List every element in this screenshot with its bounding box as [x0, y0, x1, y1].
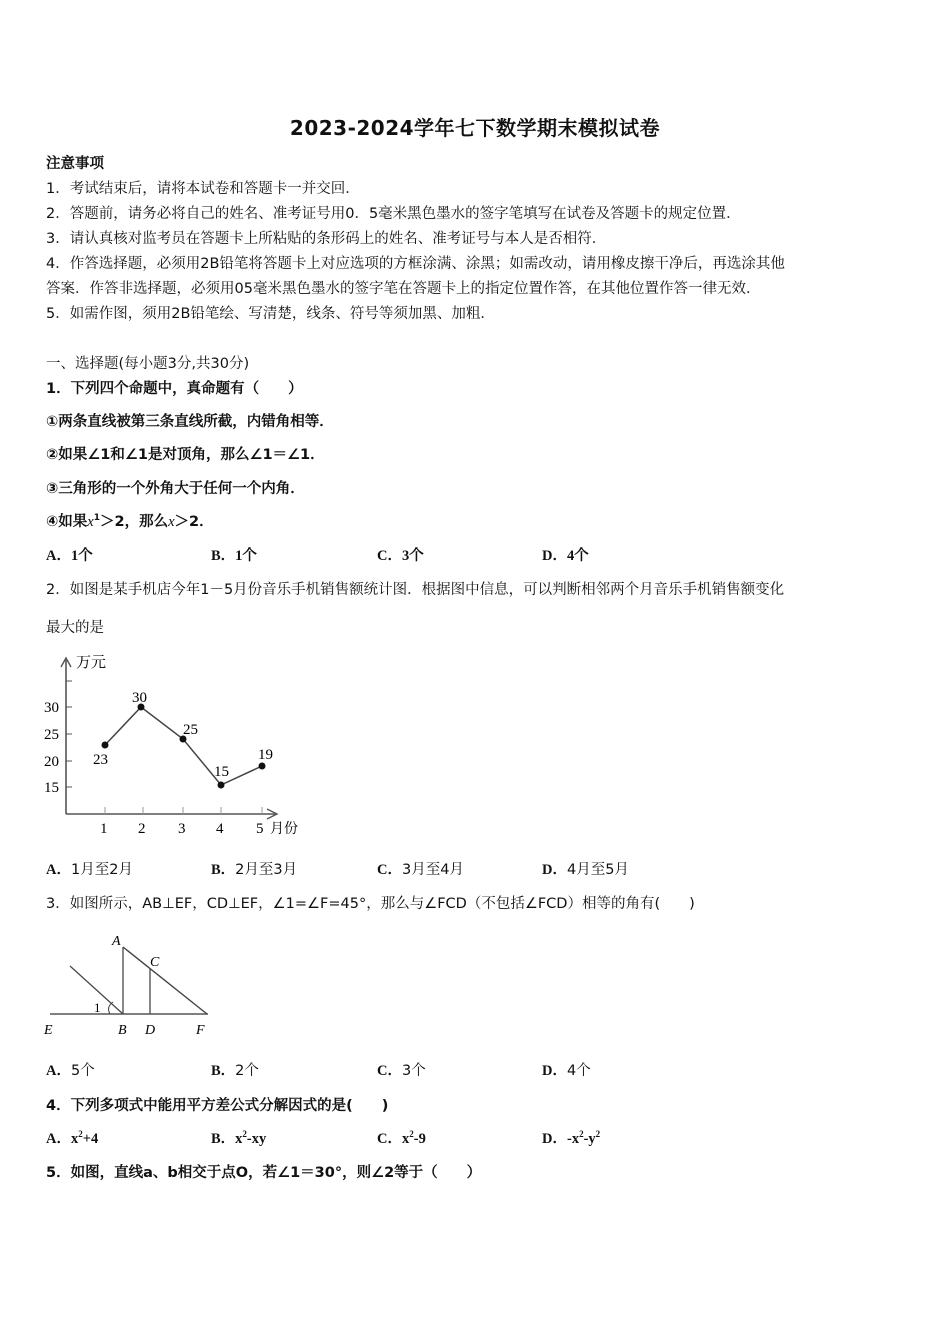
y-axis-label: 万元 [76, 655, 107, 671]
option-sup: 2 [595, 1129, 601, 1139]
data-label: 15 [214, 764, 229, 780]
q3-option-d[interactable] [542, 1059, 591, 1080]
option-expr: -x [566, 1131, 580, 1147]
x-tick-2: 2 [138, 821, 146, 837]
q1-s4-prefix: ④如果 [46, 514, 88, 530]
option-expr: +4 [82, 1131, 99, 1147]
point-label-e: E [44, 1023, 53, 1038]
data-label: 23 [93, 752, 108, 768]
option-text: 2月至3月 [235, 862, 298, 878]
q2-line-chart [40, 645, 320, 845]
q3-stem: 3．如图所示，AB⊥EF，CD⊥EF，∠1=∠F=45°，那么与∠FCD（不包括∠FCD）相等的角有( ) [46, 896, 695, 912]
option-expr: -9 [413, 1131, 426, 1147]
option-label: A． [46, 548, 71, 564]
option-expr: x [70, 1131, 79, 1147]
option-label: C． [377, 862, 402, 878]
angle-label-1: 1 [94, 1000, 101, 1015]
option-text: 3个 [401, 548, 424, 564]
option-label: B． [211, 1131, 236, 1147]
option-text: 3月至4月 [401, 862, 464, 878]
option-expr: x [401, 1131, 410, 1147]
option-sup: 2 [409, 1129, 414, 1139]
option-text: 3个 [401, 1063, 426, 1079]
q2-option-c[interactable] [377, 858, 464, 879]
option-label: D． [542, 1131, 567, 1147]
q1-s4-mid: ＞2，那么 [99, 514, 169, 530]
notice-item-2: 2．答题前，请务必将自己的姓名、准考证号用0．5毫米黑色墨水的签字笔填写在试卷及答题卡的规定位置． [46, 206, 741, 222]
q1-stem: 1．下列四个命题中，真命题有（ ） [46, 381, 303, 397]
option-sup: 2 [242, 1129, 247, 1139]
q3-option-b[interactable] [211, 1059, 259, 1080]
q1-option-c[interactable] [377, 544, 424, 565]
option-expr: -y [583, 1131, 596, 1147]
notice-item-1: 1．考试结束后，请将本试卷和答题卡一并交回． [46, 181, 360, 197]
q4-option-d[interactable] [542, 1127, 600, 1148]
option-label: B． [211, 1063, 236, 1079]
q5-stem: 5．如图，直线a、b相交于点O，若∠1＝30°，则∠2等于（ ） [46, 1165, 482, 1181]
segment-af [123, 947, 207, 1014]
option-sup: 2 [78, 1129, 83, 1139]
page-title: 2023-2024学年七下数学期末模拟试卷 [289, 116, 661, 140]
data-label: 30 [132, 690, 147, 706]
option-label: D． [542, 548, 567, 564]
q2-stem-line2: 最大的是 [46, 620, 104, 636]
q1-s4-var2: x [168, 514, 175, 530]
q2-option-a[interactable] [46, 858, 133, 879]
q1-option-b[interactable] [211, 544, 257, 565]
q4-option-a[interactable] [46, 1127, 98, 1148]
option-label: A． [46, 862, 71, 878]
data-label: 19 [258, 747, 273, 763]
option-text: 1月至2月 [70, 862, 133, 878]
point-label-c: C [150, 955, 160, 970]
y-tick-30: 30 [44, 700, 59, 716]
q1-s4-sup: 1 [93, 513, 100, 523]
y-tick-25: 25 [44, 727, 59, 743]
q2-stem-line1: 2．如图是某手机店今年1－5月份音乐手机销售额统计图．根据图中信息，可以判断相邻两个月音乐手机销售额变化 [46, 582, 785, 598]
q1-statement-1: ①两条直线被第三条直线所截，内错角相等． [46, 414, 334, 430]
option-label: C． [377, 1063, 402, 1079]
x-tick-3: 3 [178, 821, 186, 837]
data-line [105, 707, 262, 785]
q1-option-d[interactable] [542, 544, 589, 565]
option-text: 4个 [566, 548, 589, 564]
q1-s4-var: x [87, 514, 94, 530]
option-label: B． [211, 548, 236, 564]
q4-stem: 4．下列多项式中能用平方差公式分解因式的是( ) [46, 1098, 389, 1114]
notice-item-5: 5．如需作图，须用2B铅笔绘、写清楚，线条、符号等须加黑、加粗． [46, 306, 495, 322]
q4-option-b[interactable] [211, 1127, 266, 1148]
point-label-b: B [118, 1023, 127, 1038]
option-label: D． [542, 862, 567, 878]
option-label: C． [377, 1131, 402, 1147]
option-text: 5个 [70, 1063, 95, 1079]
data-label: 25 [183, 722, 198, 738]
option-expr: -xy [246, 1131, 267, 1147]
data-point [218, 782, 225, 789]
option-label: D． [542, 1063, 567, 1079]
q1-statement-3: ③三角形的一个外角大于任何一个内角． [46, 481, 305, 497]
option-label: B． [211, 862, 236, 878]
option-label: A． [46, 1063, 71, 1079]
q3-option-c[interactable] [377, 1059, 426, 1080]
q3-option-a[interactable] [46, 1059, 95, 1080]
q1-option-a[interactable] [46, 544, 93, 565]
option-text: 4月至5月 [566, 862, 629, 878]
x-tick-4: 4 [216, 821, 224, 837]
q2-option-d[interactable] [542, 858, 629, 879]
q1-s4-end: ＞2． [174, 514, 214, 530]
notice-item-4-cont: 答案．作答非选择题，必须用05毫米黑色墨水的签字笔在答题卡上的指定位置作答，在其他位置作答一律无效． [46, 281, 761, 297]
option-expr: x [235, 1131, 243, 1147]
option-sup: 2 [579, 1129, 584, 1139]
q1-statement-4 [46, 510, 214, 531]
option-text: 2个 [235, 1063, 259, 1079]
q4-option-c[interactable] [377, 1127, 426, 1148]
x-tick-5: 5 [256, 821, 264, 837]
option-text: 4个 [566, 1063, 591, 1079]
option-text: 1个 [70, 548, 93, 564]
q2-option-b[interactable] [211, 858, 297, 879]
q1-statement-2: ②如果∠1和∠1是对顶角，那么∠1＝∠1． [46, 447, 325, 463]
option-label: C． [377, 548, 402, 564]
x-tick-1: 1 [100, 821, 108, 837]
point-label-d: D [145, 1023, 156, 1038]
notice-heading: 注意事项 [46, 156, 104, 172]
point-label-a: A [112, 934, 121, 949]
option-text: 1个 [235, 548, 257, 564]
y-tick-15: 15 [44, 780, 59, 796]
notice-item-3: 3．请认真核对监考员在答题卡上所粘贴的条形码上的姓名、准考证号与本人是否相符． [46, 231, 607, 247]
data-point [259, 763, 266, 770]
q3-geometry-figure [40, 925, 240, 1045]
point-label-f: F [196, 1023, 205, 1038]
y-tick-20: 20 [44, 754, 59, 770]
option-label: A． [46, 1131, 71, 1147]
data-point [102, 742, 109, 749]
section-heading: 一、选择题(每小题3分,共30分) [46, 356, 250, 372]
x-axis-label: 月份 [270, 822, 298, 837]
notice-item-4: 4．作答选择题，必须用2B铅笔将答题卡上对应选项的方框涂满、涂黑；如需改动，请用橡皮擦干净后，再选涂其他 [46, 256, 785, 272]
